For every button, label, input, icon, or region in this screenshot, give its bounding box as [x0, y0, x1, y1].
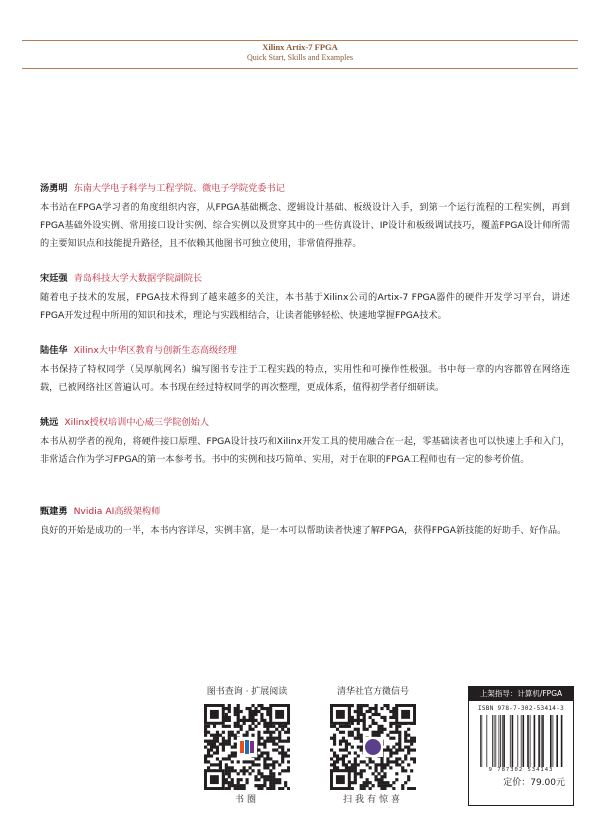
reviewer-name: 甄建勇	[40, 506, 68, 517]
reviewer-title: Nvidia AI高级架构师	[73, 506, 161, 517]
reviewer-name: 姚远	[40, 417, 59, 428]
isbn-number: ISBN 978-7-302-53414-3	[477, 705, 565, 712]
qr-code-icon	[204, 704, 290, 790]
qr-wechat	[328, 686, 418, 806]
reviewer-name: 陆佳华	[40, 345, 68, 356]
review-text: 本书从初学者的视角，将硬件接口原理、FPGA设计技巧和Xilinx开发工具的使用融合在一起，零基础读者也可以快速上手和入门，非常适合作为学习FPGA的第一本参考书。书中的实例和技巧简单、实用，对于在职的FPGA工程师也有一定的参考价值。	[40, 436, 570, 465]
qr-label: 书圈	[234, 795, 259, 805]
review-text: 本书站在FPGA学习者的角度组织内容，从FPGA基础概念、逻辑设计基础、板级设计入手，到第一个运行流程的工程实例，再到FPGA基础外设实例、常用接口设计实例、综合实例以及贯穿其中的一些仿真设计、IP设计和板级调试技巧，覆盖FPGA设计师所需的主要知识点和技能提升路径，且不依赖其他图书可独立使用，非常值得推荐。	[40, 202, 570, 249]
review-text: 良好的开始是成功的一半，本书内容详尽，实例丰富，是一本可以帮助读者快速了解FPGA，获得FPGA新技能的好助手、好作品。	[40, 525, 567, 536]
barcode-icon	[478, 715, 564, 767]
shelf-category: 上架指导：计算机/FPGA	[469, 687, 573, 701]
isbn-barcode	[468, 686, 574, 806]
qr-label: 扫我有惊喜	[342, 795, 403, 805]
header-rule-top	[22, 40, 578, 41]
reviewer-title: Xilinx大中华区教育与创新生态高级经理	[73, 345, 237, 356]
reviewer-name: 宋廷强	[40, 273, 68, 284]
series-subtitle: Quick Start, Skills and Examples	[247, 53, 353, 62]
review-2	[40, 272, 570, 325]
qr-caption: 清华社官方微信号	[336, 687, 409, 697]
qr-code-icon	[330, 704, 416, 790]
review-1	[40, 182, 570, 253]
series-title: Xilinx Artix-7 FPGA	[262, 42, 338, 52]
barcode-digits: 9 787302 534143	[488, 767, 554, 773]
review-text: 随着电子技术的发展，FPGA技术得到了越来越多的关注，本书基于Xilinx公司的Artix-7 FPGA器件的硬件开发学习平台，讲述FPGA开发过程中所用的知识和技术，理论与实践相结合，让读者能够轻松、快速地掌握FPGA技术。	[40, 292, 570, 321]
reviewer-title: 东南大学电子科学与工程学院、微电子学院党委书记	[73, 183, 285, 194]
reviewer-name: 汤勇明	[40, 183, 68, 194]
header-rule-bottom	[22, 68, 578, 69]
review-4	[40, 416, 570, 469]
review-5	[40, 505, 570, 540]
price: 定价：79.00元	[503, 778, 565, 788]
review-3	[40, 344, 570, 397]
reviewer-title: Xilinx授权培训中心威三学院创始人	[64, 417, 210, 428]
reviewer-title: 青岛科技大学大数据学院副院长	[73, 273, 203, 284]
qr-book-circle	[202, 686, 292, 806]
review-text: 本书保持了特权同学（吴厚航网名）编写图书专注于工程实践的特点，实用性和可操作性极强。书中每一章的内容都曾在网络连载，已被网络社区普遍认可。本书现在经过特权同学的再次整理，更成体系，值得初学者仔细研读。	[40, 364, 570, 393]
qr-caption: 图书查询 · 扩展阅读	[206, 687, 288, 697]
series-header	[0, 42, 600, 63]
